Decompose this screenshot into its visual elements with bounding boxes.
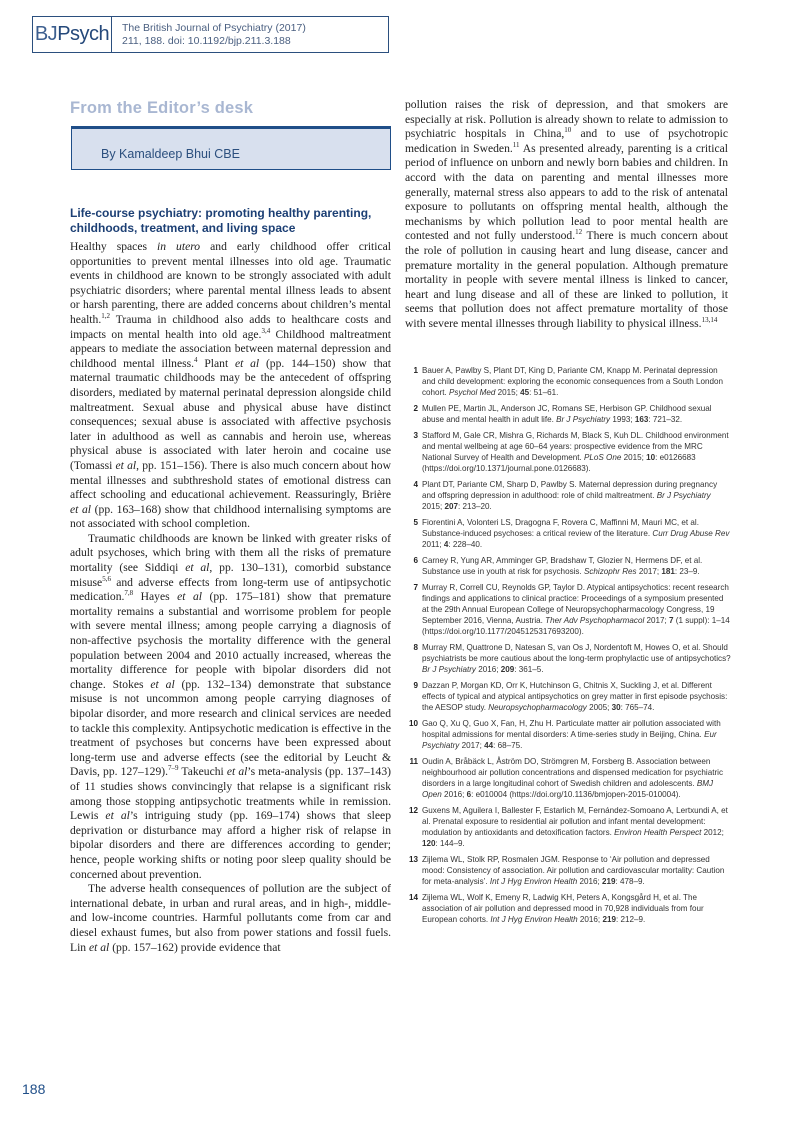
logo-text-bj: BJ	[34, 23, 58, 45]
text-run: ’s meta-analysis (pp. 137–143) of 11 studies shows convincingly that relapse is a significant risk among those stopping antipsychotic treatments while in remission. Lewis	[70, 765, 391, 823]
italic-text: et al	[177, 590, 202, 604]
citation-superscript: 7–9	[168, 764, 179, 773]
citation-superscript: 7,8	[124, 589, 134, 598]
reference-text	[422, 757, 731, 801]
text-run: ’s intriguing study (pp. 169–174) shows that sleep deprivation or disturbance may afford a higher risk of relapse in bipolar disorders and there are differences according to gender; hence, people working shifts or noting poor sleep quality should be concerned about prevention.	[70, 809, 391, 881]
doi-citation: 211, 188. doi: 10.1192/bjp.211.3.188	[122, 35, 291, 47]
reference-number: 9	[413, 681, 418, 691]
reference-number: 5	[413, 518, 418, 528]
reference-item	[405, 583, 731, 638]
reference-number: 12	[408, 805, 418, 815]
text-run: 2017;	[459, 740, 485, 750]
text-run: : e0126683 (https://doi.org/10.1371/journal.pone.0126683).	[422, 452, 696, 473]
text-run: Mullen PE, Martin JL, Anderson JC, Romans SE, Herbison GP. Childhood sexual abuse and mental health in adult life.	[422, 404, 712, 424]
text-run: 2015;	[495, 387, 521, 397]
author-byline: By Kamaldeep Bhui CBE	[101, 147, 240, 161]
volume-number: 45	[520, 387, 530, 397]
text-run: 2005;	[586, 702, 612, 712]
reference-number: 2	[413, 404, 418, 414]
volume-number: 30	[611, 702, 621, 712]
italic-text: Int J Hyg Environ Health	[489, 876, 578, 886]
volume-number: 44	[484, 740, 494, 750]
italic-text: Neuropsychopharmacology	[488, 702, 587, 712]
journal-name: The British Journal of Psychiatry (2017)	[122, 22, 306, 34]
article-subheading: Life-course psychiatry: promoting healthy parenting, childhoods, treatment, and living space	[70, 206, 372, 235]
italic-text: PLoS One	[583, 452, 622, 462]
text-run: : 23–9.	[674, 566, 700, 576]
body-paragraph	[405, 98, 728, 332]
reference-item	[405, 893, 731, 926]
italic-text: Br J Psychiatry	[656, 490, 711, 500]
reference-item	[405, 643, 731, 676]
italic-text: Schizophr Res	[583, 566, 637, 576]
text-run: Murray RM, Quattrone D, Natesan S, van Os J, Nordentoft M, Howes O, et al. Should psychiatrists be more cautious about the long-term prophylactic use of antipsychotics?	[422, 643, 731, 663]
text-run: : e010004 (https://doi.org/10.1136/bmjopen-2015-010004).	[471, 789, 681, 799]
italic-text: Psychol Med	[449, 387, 496, 397]
text-run: There is much concern about the role of pollution in causing heart and lung disease, cancer and premature mortality in the general population. Although premature mortality in people with severe mental illness is linked to cancer, heart and lung disease and all of these are linked to pollution, it seems that pollution does not affect premature mortality of those with severe mental illnesses through liability to physical illness.	[405, 229, 728, 330]
text-run: 2016;	[441, 789, 467, 799]
italic-text: et al	[150, 677, 175, 691]
reference-text	[422, 518, 731, 551]
citation-superscript: 10	[564, 126, 572, 135]
text-run: Oudin A, Bråbäck L, Åström DO, Strömgren M, Forsberg B. Association between neighbourhood air pollution concentrations and dispensed medication for psychiatric disorders in a large longitudinal cohort of Swedish children and adolescents.	[422, 757, 724, 788]
text-run: (pp. 175–181) show that premature mortality remains a substantial and worrisome problem for people with severe mental illness; among people carrying a diagnosis of non-affective psychosis the mortality difference with the general population between 2004 and 2010 actually increased, whereas the mortality difference for people with bipolar disorders did not change. Stokes	[70, 590, 392, 691]
reference-number: 1	[413, 366, 418, 375]
text-run: Murray R, Correll CU, Reynolds GP, Taylor D. Atypical antipsychotics: recent research findings and applications to clinical practice: Proceedings of a symposium presented at the 29th Annual European College of Neuropsychopharmacology Congress, 19 September 2016, Vienna, Austria.	[422, 583, 729, 625]
reference-text	[422, 583, 731, 638]
section-title: From the Editor’s desk	[70, 99, 254, 117]
page-number: 188	[22, 1081, 46, 1097]
reference-number: 6	[413, 556, 418, 566]
text-run: (pp. 163–168) show that childhood internalising symptoms are not associated with school completion.	[70, 502, 391, 531]
text-run: (1 suppl): 1–14 (https://doi.org/10.1177/2045125317693200).	[422, 615, 730, 636]
citation-superscript: 13,14	[701, 315, 718, 324]
text-run: 2016;	[475, 664, 501, 674]
text-run: : 68–75.	[493, 740, 523, 750]
text-run: Carney R, Yung AR, Amminger GP, Bradshaw T, Glozier N, Hermens DF, et al. Substance use in youth at risk for psychosis.	[422, 556, 703, 576]
text-run: , pp. 130–131), comorbid substance misuse	[70, 561, 391, 589]
volume-number: 207	[444, 501, 459, 511]
italic-text: Curr Drug Abuse Rev	[652, 528, 730, 538]
citation-superscript: 12	[575, 228, 583, 237]
volume-number: 219	[602, 914, 616, 924]
text-run: : 765–74.	[620, 702, 655, 712]
reference-item	[405, 556, 731, 578]
text-run: : 144–9.	[435, 838, 465, 848]
text-run: (pp. 132–134) demonstrate that substance misuse is not uncommon among people carrying diagnoses of bipolar disorder, and more research and clinical services are needed to tackle this complexity. Antipsychotic medication is effective in the treatment of psychoses but concerns have been expressed about long-term use and adverse effects (see the editorial by Leucht & Davis, pp. 127–129).	[70, 677, 392, 779]
volume-number: 209	[500, 664, 515, 674]
italic-text: Environ Health Perspect	[614, 827, 702, 837]
text-run: : 478–9.	[615, 876, 645, 886]
text-run: 2015;	[422, 501, 445, 511]
text-run: : 213–20.	[458, 501, 492, 511]
text-run: Hayes	[133, 590, 178, 604]
reference-number: 8	[413, 643, 418, 653]
reference-item	[405, 806, 731, 850]
reference-number: 10	[408, 719, 418, 729]
reference-number: 4	[413, 480, 418, 490]
citation-superscript: 3,4	[261, 326, 271, 335]
reference-text	[422, 719, 731, 752]
italic-text: et al	[226, 765, 248, 779]
text-run: and adverse effects from long-term use of antipsychotic medication.	[70, 575, 391, 604]
body-paragraph	[70, 240, 391, 532]
text-run: 2015;	[621, 452, 647, 462]
text-run: Gao Q, Xu Q, Guo X, Fan, H, Zhu H. Particulate matter air pollution associated with hospital admissions for mental disorders: A time-series study in Beijing, China.	[422, 719, 721, 739]
reference-number: 14	[408, 892, 418, 902]
reference-number: 13	[408, 854, 418, 864]
italic-text: et al	[89, 940, 110, 954]
italic-text: et al	[105, 809, 130, 823]
text-run: 2016;	[577, 914, 603, 924]
reference-item	[405, 719, 731, 752]
italic-text: et al	[70, 502, 92, 516]
body-column-left	[70, 240, 391, 955]
text-run: Childhood maltreatment appears to mediate the association between maternal depression and childhood mental illness.	[70, 327, 391, 370]
text-run: (pp. 157–162) provide evidence that	[109, 940, 281, 954]
volume-number: 10	[646, 452, 656, 462]
volume-number: 7	[669, 615, 674, 625]
italic-text: BMJ Open	[422, 778, 714, 799]
reference-text	[422, 366, 731, 399]
text-run: Stafford M, Gale CR, Mishra G, Richards M, Black S, Kuh DL. Childhood environment and mental wellbeing at age 60–64 years: prospective evidence from the MRC National Survey of Health and Development.	[422, 431, 729, 462]
italic-text: et al	[234, 356, 260, 370]
author-box	[71, 126, 391, 170]
text-run: and early childhood offer critical opportunities to prevent mental illnesses into old age. Traumatic events in childhood are known to be strongly associated with adult psychiatric disorders; where parental mental illness leads to absent or harsh parenting, there are added concerns about children’s mental health.	[70, 240, 391, 326]
reference-text	[422, 404, 731, 426]
text-run: As presented already, parenting is a critical period of influence on unborn and newly born babies and children. In accord with the data on parenting and mental illnesses more generally, maternal stress also appears to add to the risk of antenatal exposure to pollutants on offspring mental health, although the mechanisms by which pollution lead to poor mental health are contested and not fully understood.	[405, 141, 728, 243]
volume-number: 6	[466, 789, 472, 799]
volume-number: 219	[601, 876, 616, 886]
text-run: The adverse health consequences of pollution are the subject of international debate, in urban and rural areas, and in high-, middle- and low-income countries. Harmful pollutants come from car and diesel exhaust fumes, but also from power stations and fossil fuels. Lin	[70, 882, 391, 954]
text-run: 2017;	[644, 615, 670, 625]
text-run: 2011;	[422, 539, 444, 549]
text-run: : 361–5.	[514, 664, 544, 674]
italic-text: et al	[185, 561, 210, 575]
volume-number: 181	[661, 566, 675, 576]
text-run: Traumatic childhoods are known be linked with greater risks of adult psychoses, which bring with them all the risks of premature mortality (see Siddiqi	[70, 531, 391, 575]
volume-number: 163	[634, 414, 649, 424]
text-run: 2012;	[701, 827, 724, 837]
text-run: Fiorentini A, Volonteri LS, Dragogna F, Rovera C, Maffinni M, Mauri MC, et al. Substance-induced psychoses: a critical review of the literature.	[422, 518, 699, 538]
text-run: Bauer A, Pawlby S, Plant DT, King D, Pariante CM, Knapp M. Perinatal depression and child development: exploring the economic consequences from a South London cohort.	[422, 366, 724, 397]
reference-text	[422, 893, 731, 926]
reference-text	[422, 480, 731, 513]
reference-item	[405, 480, 731, 513]
text-run: , pp. 151–156). There is also much concern about how mental illnesses and subthreshold states of emotional distress can affect schooling and educational achievement. Reassuringly, Brière	[70, 458, 391, 502]
bjpsych-logo	[33, 17, 112, 52]
italic-text: Eur Psychiatry	[422, 729, 717, 750]
italic-text: Br J Psychiatry	[556, 414, 611, 424]
text-run: pollution raises the risk of depression, and that smokers are especially at risk. Pollution is already shown to relate to admission to psychiatric hospitals in China,	[405, 98, 728, 141]
reference-item	[405, 855, 731, 888]
body-paragraph	[70, 882, 391, 955]
body-column-right	[405, 98, 728, 332]
citation-superscript: 5,6	[102, 574, 111, 583]
reference-number: 7	[413, 583, 418, 593]
reference-text	[422, 643, 731, 676]
text-run: Takeuchi	[178, 765, 227, 779]
text-run: 2016;	[577, 876, 602, 886]
reference-item	[405, 681, 731, 714]
text-run: Plant DT, Pariante CM, Sharp D, Pawlby S. Maternal depression during pregnancy and offspring depression in adulthood: role of child maltreatment.	[422, 480, 718, 500]
text-run: : 51–61.	[529, 387, 559, 397]
reference-text	[422, 855, 731, 888]
reference-item	[405, 431, 731, 475]
reference-item	[405, 757, 731, 801]
reference-item	[405, 518, 731, 551]
italic-text: Br J Psychiatry	[422, 664, 476, 674]
text-run: Healthy spaces	[70, 240, 158, 253]
reference-number: 3	[413, 431, 418, 441]
body-paragraph	[70, 532, 391, 882]
text-run: and to use of psychotropic medication in Sweden.	[405, 127, 728, 155]
italic-text: et al	[115, 458, 137, 472]
journal-header	[32, 16, 389, 53]
logo-text-psych: Psych	[57, 23, 110, 45]
reference-text	[422, 681, 731, 714]
reference-text	[422, 431, 731, 475]
italic-text: Int J Hyg Environ Health	[490, 914, 578, 924]
citation-superscript: 4	[194, 355, 198, 364]
text-run: (pp. 144–150) show that maternal traumatic childhoods may be the antecedent of offspring disorders, mediated by maternal perinatal depression alongside child maltreatment. Sexual abuse and physical abuse have distinct consequences; sexual abuse is associated with affective psychosis later in adulthood as well as cannabis and heroin use, whereas physical abuse is associated with later heroin and cocaine use (Tomassi	[70, 356, 391, 472]
volume-number: 4	[443, 539, 449, 549]
citation-superscript: 1,2	[101, 311, 110, 320]
reference-text	[422, 806, 731, 850]
text-run: Plant	[197, 356, 235, 370]
italic-text: Ther Adv Psychopharmacol	[545, 615, 645, 625]
text-run: : 228–40.	[448, 539, 483, 549]
reference-list	[405, 366, 731, 931]
text-run: Trauma in childhood also adds to healthcare costs and impacts on mental health into old age.	[70, 312, 391, 341]
text-run: Zijlema WL, Stolk RP, Rosmalen JGM. Response to ‘Air pollution and depressed mood: Consistency of association. Air pollution and cardiovascular mortality: Caution for meta-analysis’.	[422, 854, 725, 886]
text-run: 1993;	[610, 414, 635, 424]
text-run: 2017;	[636, 566, 662, 576]
reference-item	[405, 366, 731, 399]
text-run: Guxens M, Aguilera I, Ballester F, Estarlich M, Fernández-Somoano A, Lertxundi A, et al. Prenatal exposure to residential air pollution and infant mental development: modulation by antioxidants and detoxification factors.	[422, 805, 728, 837]
citation-superscript: 11	[512, 140, 520, 149]
text-run: Dazzan P, Morgan KD, Orr K, Hutchinson G, Chitnis X, Suckling J, et al. Different effects of typical and atypical antipsychotics on grey matter in first episode psychosis: the AESOP study.	[422, 681, 728, 712]
italic-text: in utero	[157, 240, 201, 253]
text-run: : 212–9.	[615, 914, 646, 924]
reference-text	[422, 556, 731, 578]
text-run: Zijlema WL, Wolf K, Emeny R, Ladwig KH, Peters A, Kongsgård H, et al. The association of air pollution and depressed mood in 70,928 individuals from four European cohorts.	[422, 892, 704, 924]
journal-meta	[112, 17, 316, 52]
volume-number: 120	[422, 838, 436, 848]
reference-number: 11	[409, 757, 418, 767]
text-run: : 721–32.	[648, 414, 683, 424]
reference-item	[405, 404, 731, 426]
